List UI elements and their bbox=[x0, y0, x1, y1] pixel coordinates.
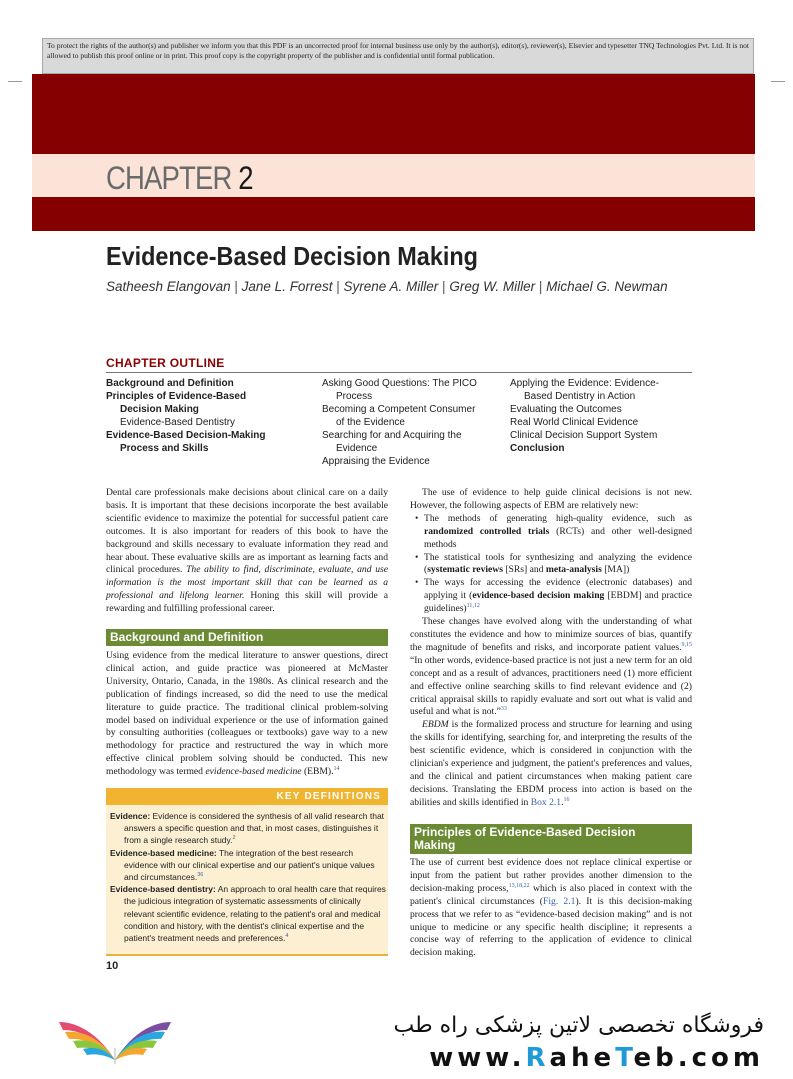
author: Syrene A. Miller bbox=[343, 279, 439, 294]
outline-item[interactable]: Applying the Evidence: Evidence- bbox=[510, 378, 659, 389]
author-separator: | bbox=[234, 279, 238, 294]
outline-column-1 bbox=[106, 377, 316, 455]
outline-item[interactable]: Becoming a Competent Consumer bbox=[322, 404, 476, 415]
right-column-text: The use of evidence to help guide clinical decisions is not new. However, the following aspects of EBM are relatively new: • The methods of generating high-quality evidence, such as randomized controlled trials (RCTs) and other well-designed methods • The statistical tools for synthesizing and analyzing the evidence (systematic reviews [SRs] and meta-analysis [MA]) • The ways for accessing the evidence (electronic databases) and applying it (evidence-based decision making [EBDM] and practice guidelines)$^{11,12}$ These changes have evolved along with the understanding of what constitutes the evidence and how to minimize sources of bias, quantify the magnitude of benefits and risks, and incorporate patient values.$^{9,15}$ “In other words, evidence-based practice is not just a new term for an old concept and as a result of advances, practitioners need (1) more efficient and effective online searching skills to find relevant evidence and (2) critical appraisal skills to rapidly evaluate and sort out what is valid and useful and what is not.”$^{33}$ EBDM is the formalized process and structure for learning and using the skills for identifying, searching for, and interpreting the results of the best scientific evidence, which is considered in conjunction with the clinician's experience and judgment, the patient's preferences and values, and the clinical and patient circumstances when making patient care decisions. Translating the EBDM process into action is based on the abilities and skills identified in Box 2.1.16 bbox=[410, 487, 692, 810]
chapter-band-top bbox=[32, 74, 755, 154]
outline-item[interactable]: Appraising the Evidence bbox=[322, 456, 430, 467]
outline-item[interactable]: Asking Good Questions: The PICO bbox=[322, 378, 477, 389]
outline-item[interactable]: Real World Clinical Evidence bbox=[510, 417, 639, 428]
list-item: • The statistical tools for synthesizing and analyzing the evidence (systematic reviews [SRs] and meta-analysis [MA]) bbox=[410, 552, 692, 578]
outline-item[interactable]: of the Evidence bbox=[336, 417, 405, 428]
outline-heading: CHAPTER OUTLINE bbox=[106, 356, 692, 373]
outline-item[interactable]: Process and Skills bbox=[120, 443, 209, 454]
box-reference-link[interactable]: Box 2.1 bbox=[530, 796, 562, 808]
authors bbox=[106, 278, 668, 296]
author-separator: | bbox=[538, 279, 543, 294]
figure-reference-link[interactable]: Fig. 2.1 bbox=[543, 895, 576, 907]
outline-item[interactable]: Based Dentistry in Action bbox=[524, 391, 636, 402]
outline-item[interactable]: Background and Definition bbox=[106, 378, 234, 389]
intro-paragraph: Dental care professionals make decisions about clinical care on a daily basis. It is important that these decisions incorporate the best available scientific evidence to maximize the potential for successful patient care outcomes. It is also important for readers of this book to have the background and skills necessary to evaluate information they read and hear about. These evaluative skills are as important as learning facts and clinical procedures. The ability to find, discriminate, evaluate, and use information is the most important skill that can be learned as a professional and lifelong learner. Honing this skill will provide a rewarding and fulfilling professional career. bbox=[106, 487, 389, 615]
outline-item[interactable]: Decision Making bbox=[120, 404, 199, 415]
chapter-band-bottom bbox=[32, 197, 755, 231]
crop-mark bbox=[771, 81, 785, 82]
crop-mark bbox=[8, 81, 22, 82]
outline-item[interactable]: Principles of Evidence-Based bbox=[106, 391, 247, 402]
list-item: • The methods of generating high-quality evidence, such as randomized controlled trials (RCTs) and other well-designed methods bbox=[410, 513, 692, 552]
outline-column-2 bbox=[322, 377, 522, 468]
definition-entry: Evidence: Evidence is considered the synthesis of all valid research that answers a specific question and that, in most cases, distinguishes it from a single research study.$^2$ bbox=[110, 811, 385, 846]
list-item: • The ways for accessing the evidence (electronic databases) and applying it (evidence-based decision making [EBDM] and practice guidelines)$^{11,12}$ bbox=[410, 577, 692, 616]
outline-item[interactable]: Searching for and Acquiring the bbox=[322, 430, 462, 441]
section-heading-principles: Principles of Evidence-Based Decision Making bbox=[410, 824, 692, 854]
key-definitions-header: KEY DEFINITIONS bbox=[106, 788, 388, 805]
definition-entry: Evidence-based dentistry: An approach to oral health care that requires the judicious integration of systematic assessments of clinically relevant scientific evidence, relating to the patient's oral and medical condition and history, with the dentist's clinical expertise and the patient's treatment needs and preferences.$^4$ bbox=[110, 884, 386, 944]
background-paragraph: Using evidence from the medical literature to answer questions, direct clinical action, and guide practice was pioneered at McMaster University, Ontario, Canada, in the 1980s. As clinical research and the publication of findings increased, so did the need to use the medical literature to guide practice. The traditional clinical problem-solving model based on individual experience or the use of information gained by consulting authorities (colleagues or textbooks) gave way to a new methodology for practice and restructured the way in which more effective clinical problem solving should be conducted. This new methodology was termed evidence-based medicine (EBM).$^{14}$ bbox=[106, 650, 388, 778]
outline-item[interactable]: Clinical Decision Support System bbox=[510, 430, 658, 441]
outline-item[interactable]: Evaluating the Outcomes bbox=[510, 404, 622, 415]
outline-item[interactable]: Conclusion bbox=[510, 443, 565, 454]
author: Jane L. Forrest bbox=[241, 279, 333, 294]
outline-item[interactable]: Evidence bbox=[336, 443, 378, 454]
shop-name: فروشگاه تخصصی لاتین پزشکی راه طب bbox=[393, 1013, 764, 1038]
section-heading-background: Background and Definition bbox=[106, 629, 388, 646]
shop-url[interactable]: www.RaheTeb.com bbox=[429, 1043, 764, 1073]
outline-column-3 bbox=[510, 377, 700, 455]
outline-item[interactable]: Evidence-Based Dentistry bbox=[120, 417, 236, 428]
principles-paragraph: The use of current best evidence does not replace clinical expertise or input from the patient but rather provides another dimension to the decision-making process,$^{13,18,22}$ which is also placed in context with the patient's clinical circumstances (Fig. 2.1). It is this decision-making process that we refer to as “evidence-based decision making” and is not unique to medicine or any specific health discipline; it represents a concise way of referring to the application of evidence to clinical decision making. bbox=[410, 857, 693, 959]
author-separator: | bbox=[336, 279, 340, 294]
author: Satheesh Elangovan bbox=[106, 279, 231, 294]
evidence-aspects-list bbox=[410, 513, 692, 616]
page-number: 10 bbox=[106, 960, 119, 972]
chapter-label: CHAPTER 2 bbox=[106, 160, 253, 196]
proof-notice: To protect the rights of the author(s) and publisher we inform you that this PDF is an uncorrected proof for internal business use only by the author(s), editor(s), reviewer(s), Elsevier and typesetter TNQ Technologies Pvt. Ltd. It is not allowed to publish this proof online or in print. This proof copy is the copyright property of the publisher and is confidential until formal publication. bbox=[42, 38, 754, 74]
outline-item[interactable]: Process bbox=[336, 391, 373, 402]
key-definitions-list bbox=[110, 810, 386, 944]
open-book-logo bbox=[55, 1008, 175, 1070]
outline-item[interactable]: Evidence-Based Decision-Making bbox=[106, 430, 266, 441]
author-separator: | bbox=[442, 279, 446, 294]
author: Greg W. Miller bbox=[449, 279, 536, 294]
definition-entry: Evidence-based medicine: The integration of the best research evidence with our clinical expertise and our patient's unique values and circumstances.$^{36}$ bbox=[110, 847, 375, 883]
author: Michael G. Newman bbox=[546, 279, 668, 294]
chapter-title: Evidence-Based Decision Making bbox=[106, 241, 478, 271]
